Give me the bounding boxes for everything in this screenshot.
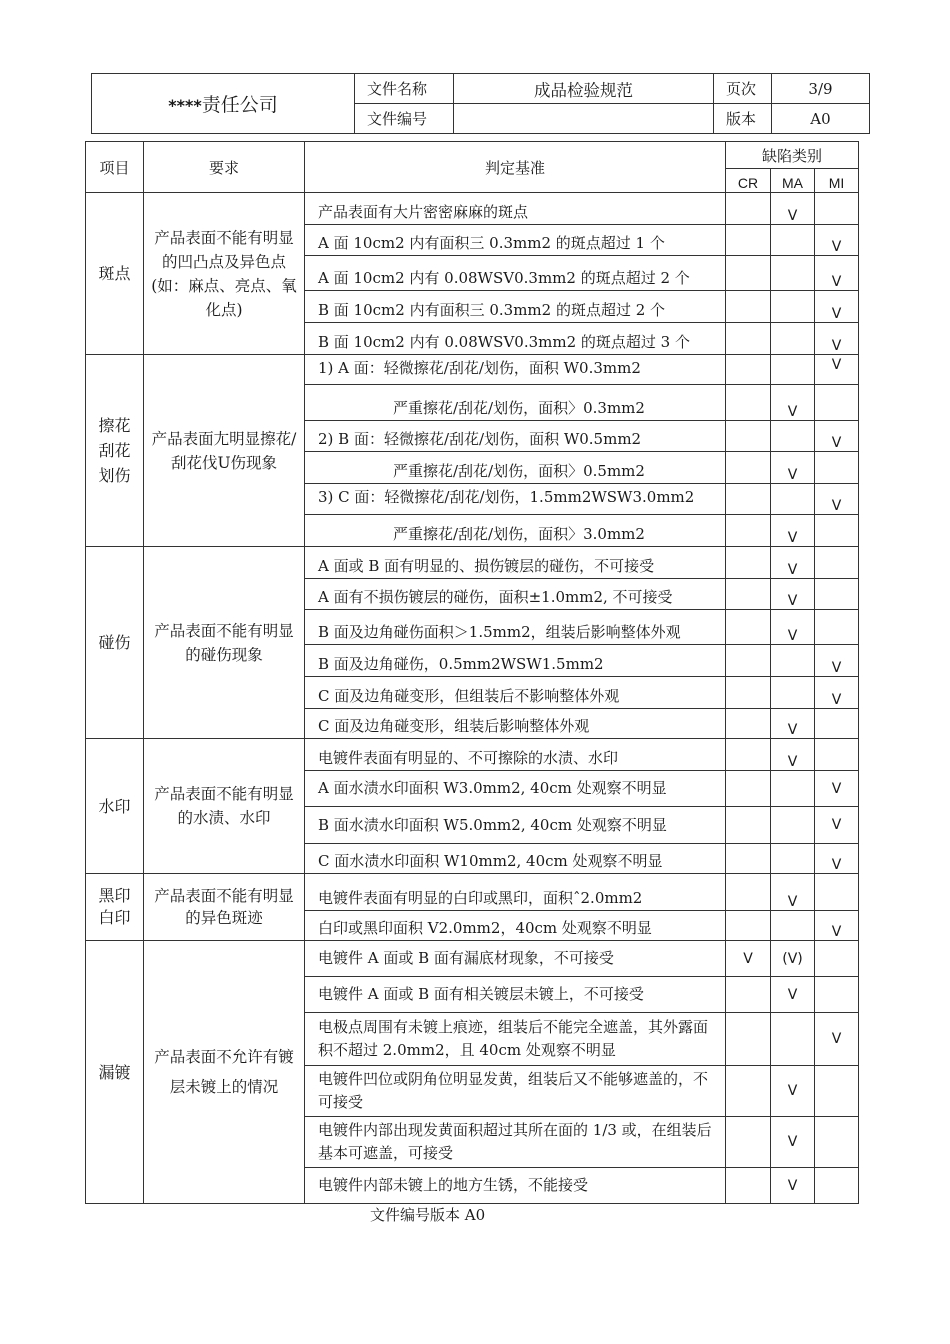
mark-cr — [726, 385, 771, 421]
criteria-cell: B 面水渍水印面积 W5.0mm2, 40cm 处观察不明显 — [305, 807, 726, 844]
criteria-cell: 产品表面有大片密密麻麻的斑点 — [305, 193, 726, 225]
mark-ma — [771, 1013, 815, 1066]
mark-mi: V — [815, 291, 859, 323]
mark-cr — [726, 225, 771, 256]
mark-cr — [726, 1168, 771, 1204]
mark-mi: V — [815, 1013, 859, 1066]
mark-ma: V — [771, 193, 815, 225]
item-cell — [86, 355, 144, 547]
mark-cr — [726, 421, 771, 452]
mark-ma: (V) — [771, 941, 815, 977]
mark-mi: V — [815, 484, 859, 515]
mark-ma: V — [771, 452, 815, 484]
mark-ma — [771, 484, 815, 515]
col-header-ma: MA — [771, 169, 815, 193]
mark-cr — [726, 1066, 771, 1117]
mark-mi: V — [815, 844, 859, 874]
col-header-item: 项目 — [86, 142, 144, 193]
item-cell: 漏镀 — [86, 941, 144, 1204]
document-header — [91, 73, 870, 134]
mark-ma — [771, 291, 815, 323]
criteria-cell: 电镀件 A 面或 B 面有相关镀层未镀上，不可接受 — [305, 977, 726, 1013]
mark-ma: V — [771, 1117, 815, 1168]
requirement-cell: 产品表面不允许有镀层未镀上的情况 — [144, 941, 305, 1204]
page-footer: 文件编号版本 A0 — [370, 1206, 486, 1224]
criteria-cell: 1) A 面：轻微擦花/刮花/划伤，面积 W0.3mm2 — [305, 355, 726, 385]
mark-mi — [815, 1168, 859, 1204]
criteria-cell: 电极点周围有未镀上痕迹，组装后不能完全遮盖，其外露面积不超过 2.0mm2，且 40cm 处观察不明显 — [305, 1013, 726, 1066]
mark-cr — [726, 355, 771, 385]
mark-ma — [771, 677, 815, 709]
mark-ma: V — [771, 547, 815, 579]
mark-mi: V — [815, 323, 859, 355]
mark-cr — [726, 193, 771, 225]
mark-ma — [771, 355, 815, 385]
requirement-cell: 产品表面不能有明显的碰伤现象 — [144, 547, 305, 739]
mark-mi — [815, 709, 859, 739]
mark-cr: V — [726, 941, 771, 977]
mark-mi — [815, 977, 859, 1013]
mark-ma — [771, 911, 815, 941]
mark-ma: V — [771, 579, 815, 610]
criteria-cell: 电镀件内部出现发黄面积超过其所在面的 1/3 或，在组装后基本可遮盖，可接受 — [305, 1117, 726, 1168]
company-title: 责任公司 — [201, 94, 278, 116]
table-row — [86, 193, 859, 225]
page-value: 3/9 — [772, 74, 870, 104]
mark-mi: V — [815, 771, 859, 807]
criteria-cell: 严重擦花/刮花/划伤，面积〉3.0mm2 — [305, 515, 726, 547]
mark-mi — [815, 547, 859, 579]
criteria-cell: A 面 10cm2 内有 0.08WSV0.3mm2 的斑点超过 2 个 — [305, 256, 726, 291]
mark-ma — [771, 225, 815, 256]
criteria-cell: B 面及边角碰伤面积＞1.5mm2，组装后影响整体外观 — [305, 610, 726, 645]
mark-mi — [815, 579, 859, 610]
mark-mi: V — [815, 807, 859, 844]
item-cell: 斑点 — [86, 193, 144, 355]
mark-mi: V — [815, 421, 859, 452]
mark-mi — [815, 1117, 859, 1168]
mark-cr — [726, 771, 771, 807]
table-row — [86, 355, 859, 385]
mark-cr — [726, 911, 771, 941]
mark-mi: V — [815, 677, 859, 709]
mark-ma: V — [771, 739, 815, 771]
mark-ma — [771, 421, 815, 452]
mark-mi: V — [815, 911, 859, 941]
mark-mi — [815, 193, 859, 225]
col-header-mi: MI — [815, 169, 859, 193]
mark-ma — [771, 807, 815, 844]
criteria-cell: A 面有不损伤镀层的碰伤，面积±1.0mm2, 不可接受 — [305, 579, 726, 610]
mark-mi — [815, 1066, 859, 1117]
mark-cr — [726, 739, 771, 771]
item-cell: 水印 — [86, 739, 144, 874]
mark-cr — [726, 256, 771, 291]
mark-mi — [815, 385, 859, 421]
mark-cr — [726, 452, 771, 484]
doc-name-label: 文件名称 — [355, 74, 454, 104]
mark-ma: V — [771, 874, 815, 911]
criteria-cell: C 面及边角碰变形，但组装后不影响整体外观 — [305, 677, 726, 709]
mark-mi — [815, 515, 859, 547]
item-cell: 碰伤 — [86, 547, 144, 739]
mark-mi — [815, 452, 859, 484]
criteria-cell: C 面水渍水印面积 W10mm2, 40cm 处观察不明显 — [305, 844, 726, 874]
mark-cr — [726, 677, 771, 709]
col-header-criteria: 判定基准 — [305, 142, 726, 193]
company-stars: **** — [168, 96, 202, 115]
requirement-cell: 产品表面不能有明显的水渍、水印 — [144, 739, 305, 874]
version-value: A0 — [772, 104, 870, 134]
criteria-cell: A 面或 B 面有明显的、损伤镀层的碰伤，不可接受 — [305, 547, 726, 579]
mark-mi: V — [815, 225, 859, 256]
criteria-cell: 3) C 面：轻微擦花/刮花/划伤，1.5mm2WSW3.0mm2 — [305, 484, 726, 515]
doc-no-value — [454, 104, 714, 134]
criteria-cell: 严重擦花/刮花/划伤，面积〉0.3mm2 — [305, 385, 726, 421]
mark-cr — [726, 977, 771, 1013]
mark-cr — [726, 484, 771, 515]
col-header-cr: CR — [726, 169, 771, 193]
criteria-cell: 电镀件表面有明显的白印或黑印，面积ˆ2.0mm2 — [305, 874, 726, 911]
table-row — [86, 874, 859, 911]
col-header-defect-class: 缺陷类别 — [726, 142, 859, 169]
mark-mi — [815, 874, 859, 911]
mark-cr — [726, 844, 771, 874]
mark-cr — [726, 579, 771, 610]
mark-ma: V — [771, 1066, 815, 1117]
version-label: 版本 — [714, 104, 772, 134]
item-label: 黑印白印 — [98, 886, 131, 927]
inspection-table — [85, 141, 859, 1204]
mark-mi: V — [815, 355, 859, 385]
requirement-cell: 产品表面不能有明显的凹凸点及异色点(如：麻点、亮点、氧化点) — [144, 193, 305, 355]
col-header-requirement: 要求 — [144, 142, 305, 193]
mark-mi — [815, 941, 859, 977]
criteria-cell: 白印或黑印面积 V2.0mm2，40cm 处观察不明显 — [305, 911, 726, 941]
mark-cr — [726, 645, 771, 677]
mark-mi — [815, 739, 859, 771]
criteria-cell: 电镀件表面有明显的、不可擦除的水渍、水印 — [305, 739, 726, 771]
mark-ma — [771, 645, 815, 677]
criteria-cell: 2) B 面：轻微擦花/刮花/划伤，面积 W0.5mm2 — [305, 421, 726, 452]
mark-cr — [726, 1013, 771, 1066]
mark-ma: V — [771, 515, 815, 547]
item-cell — [86, 874, 144, 941]
mark-ma — [771, 844, 815, 874]
criteria-cell: B 面 10cm2 内有 0.08WSV0.3mm2 的斑点超过 3 个 — [305, 323, 726, 355]
criteria-cell: 电镀件 A 面或 B 面有漏底材现象，不可接受 — [305, 941, 726, 977]
table-row — [86, 941, 859, 977]
mark-ma — [771, 771, 815, 807]
criteria-cell: 电镀件凹位或阴角位明显发黄，组装后又不能够遮盖的，不可接受 — [305, 1066, 726, 1117]
mark-mi: V — [815, 645, 859, 677]
mark-ma — [771, 323, 815, 355]
mark-ma: V — [771, 385, 815, 421]
doc-no-label: 文件编号 — [355, 104, 454, 134]
criteria-cell: C 面及边角碰变形，组装后影响整体外观 — [305, 709, 726, 739]
requirement-cell: 产品表面尢明显擦花/刮花伐U伤现象 — [144, 355, 305, 547]
mark-cr — [726, 291, 771, 323]
mark-cr — [726, 547, 771, 579]
criteria-cell: A 面水渍水印面积 W3.0mm2, 40cm 处观察不明显 — [305, 771, 726, 807]
mark-cr — [726, 323, 771, 355]
mark-ma — [771, 256, 815, 291]
mark-cr — [726, 515, 771, 547]
criteria-cell: A 面 10cm2 内有面积三 0.3mm2 的斑点超过 1 个 — [305, 225, 726, 256]
criteria-cell: 严重擦花/刮花/划伤，面积〉0.5mm2 — [305, 452, 726, 484]
criteria-cell: B 面及边角碰伤，0.5mm2WSW1.5mm2 — [305, 645, 726, 677]
mark-mi: V — [815, 256, 859, 291]
criteria-cell: B 面 10cm2 内有面积三 0.3mm2 的斑点超过 2 个 — [305, 291, 726, 323]
mark-cr — [726, 874, 771, 911]
company-name — [92, 74, 355, 134]
table-row — [86, 547, 859, 579]
table-row — [86, 739, 859, 771]
doc-name-value: 成品检验规范 — [454, 74, 714, 104]
mark-cr — [726, 610, 771, 645]
mark-ma: V — [771, 709, 815, 739]
mark-ma: V — [771, 977, 815, 1013]
mark-mi — [815, 610, 859, 645]
criteria-cell: 电镀件内部未镀上的地方生锈，不能接受 — [305, 1168, 726, 1204]
mark-cr — [726, 709, 771, 739]
mark-cr — [726, 1117, 771, 1168]
mark-ma: V — [771, 1168, 815, 1204]
page-label: 页次 — [714, 74, 772, 104]
requirement-cell: 产品表面不能有明显的异色斑迹 — [144, 874, 305, 941]
mark-cr — [726, 807, 771, 844]
mark-ma: V — [771, 610, 815, 645]
item-label: 擦花刮花划伤 — [98, 416, 131, 485]
